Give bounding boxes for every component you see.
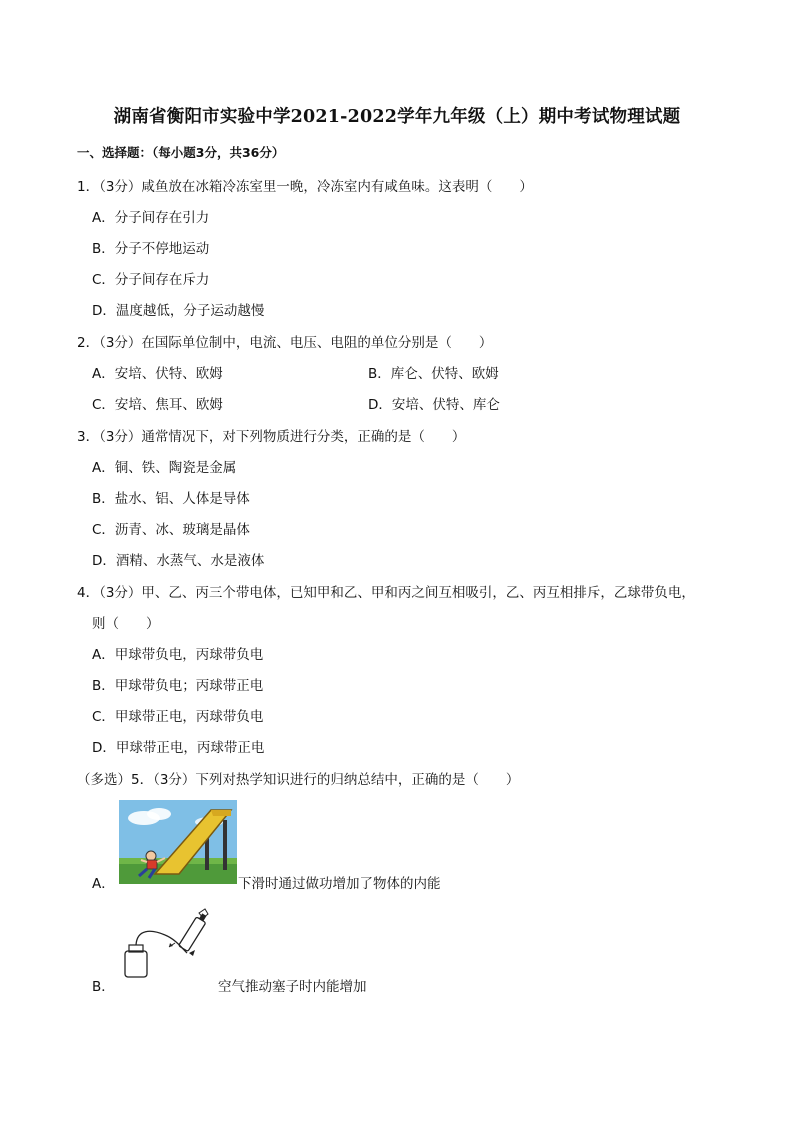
question-3-option-c: C．沥青、冰、玻璃是晶体 [92, 522, 250, 538]
question-1-option-c: C．分子间存在斥力 [92, 272, 210, 288]
question-5-option-b-letter: B． [92, 979, 115, 995]
question-4-option-d: D．甲球带正电，丙球带正电 [92, 740, 265, 756]
question-5-stem: （多选）5．（3分）下列对热学知识进行的归纳总结中，正确的是（ ） [77, 772, 520, 788]
question-5-option-b-text: 空气推动塞子时内能增加 [218, 979, 367, 995]
question-1-option-a: A．分子间存在引力 [92, 210, 210, 226]
question-3-option-a: A．铜、铁、陶瓷是金属 [92, 460, 237, 476]
question-3-stem: 3．（3分）通常情况下，对下列物质进行分类，正确的是（ ） [77, 429, 466, 445]
question-1-option-b: B．分子不停地运动 [92, 241, 210, 257]
question-2-option-b: B．库仑、伏特、欧姆 [368, 366, 499, 382]
question-2-option-c: C．安培、焦耳、欧姆 [92, 397, 223, 413]
question-4-option-a: A．甲球带负电，丙球带负电 [92, 647, 264, 663]
question-3-option-d: D．酒精、水蒸气、水是液体 [92, 553, 265, 569]
bottle-stopper-illustration [119, 907, 219, 987]
question-2-option-a: A．安培、伏特、欧姆 [92, 366, 223, 382]
question-5-option-a-text: 下滑时通过做功增加了物体的内能 [238, 876, 441, 892]
section-heading: 一、选择题：（每小题3分，共36分） [77, 145, 285, 160]
question-1-option-d: D．温度越低，分子运动越慢 [92, 303, 265, 319]
question-2-stem: 2．（3分）在国际单位制中，电流、电压、电阻的单位分别是（ ） [77, 335, 493, 351]
document-title: 湖南省衡阳市实验中学2021-2022学年九年级（上）期中考试物理试题 [113, 107, 681, 127]
question-4-stem: 4．（3分）甲、乙、丙三个带电体，已知甲和乙、甲和丙之间互相吸引，乙、丙互相排斥，乙球带负电， [77, 585, 695, 601]
question-4-stem-continued: 则（ ） [92, 616, 160, 632]
question-3-option-b: B．盐水、铝、人体是导体 [92, 491, 250, 507]
question-4-option-b: B．甲球带负电；丙球带正电 [92, 678, 264, 694]
question-5-option-a-letter: A． [92, 876, 115, 892]
question-4-option-c: C．甲球带正电，丙球带负电 [92, 709, 264, 725]
question-2-option-d: D．安培、伏特、库仑 [368, 397, 500, 413]
slide-illustration [119, 800, 237, 884]
question-1-stem: 1．（3分）咸鱼放在冰箱冷冻室里一晚，冷冻室内有咸鱼味。这表明（ ） [77, 179, 533, 195]
